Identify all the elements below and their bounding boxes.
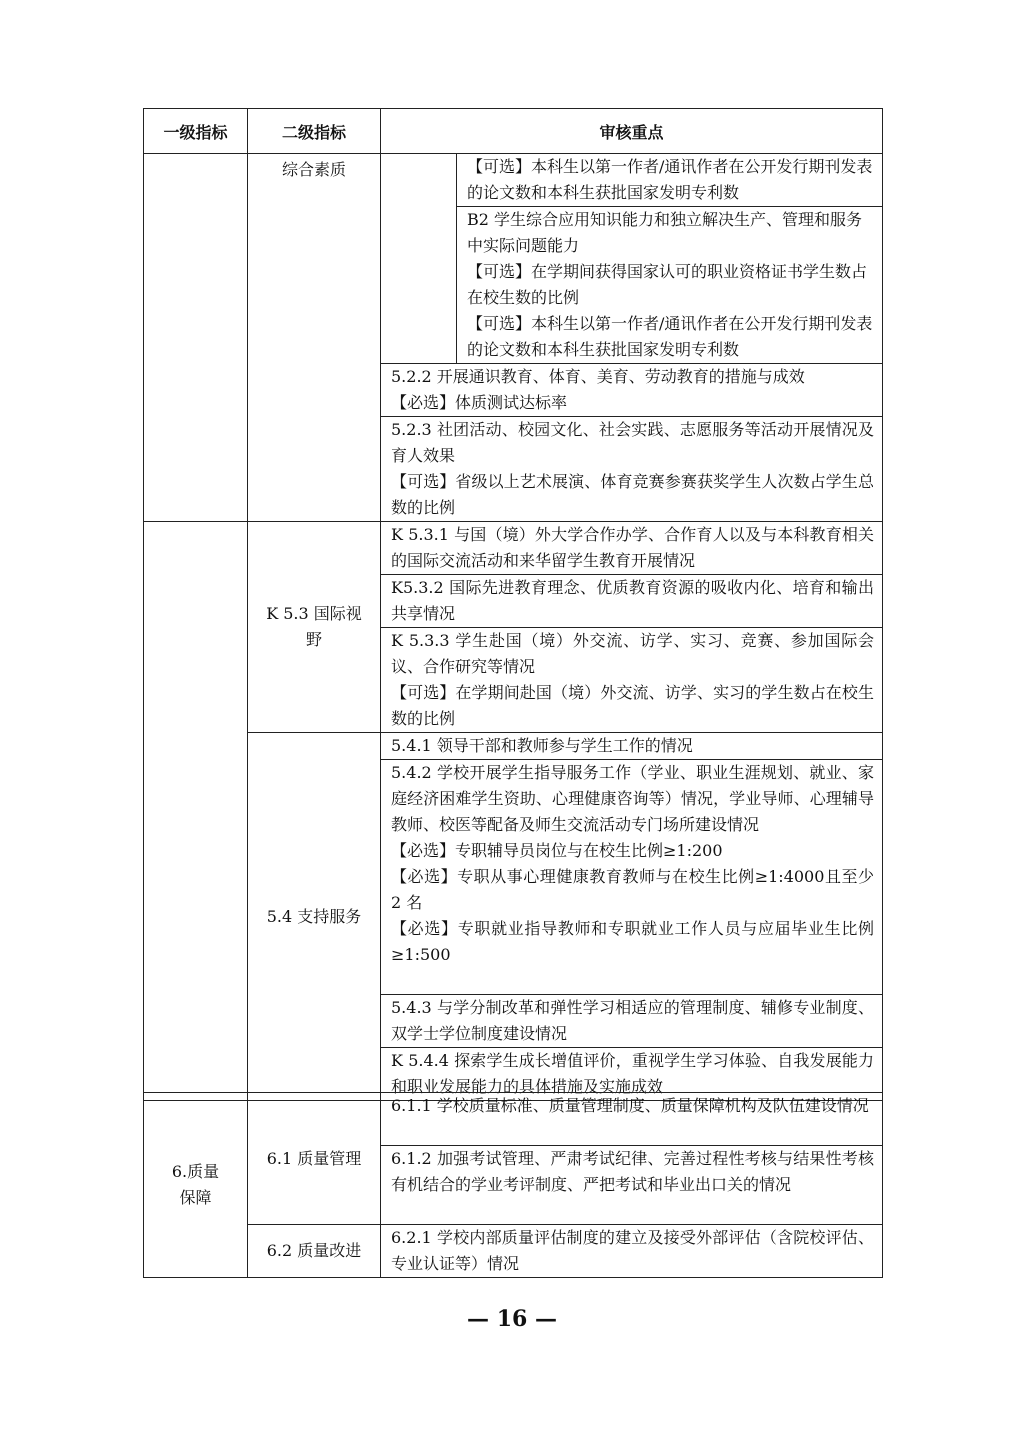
header-level1: 一级指标 xyxy=(144,109,248,154)
header-focus: 审核重点 xyxy=(381,109,883,154)
p612-cell: 6.1.2 加强考试管理、严肃考试纪律、完善过程性考核与结果性考核有机结合的学业考评制度、严把考试和毕业出口关的情况 xyxy=(381,1146,883,1225)
p621-cell: 6.2.1 学校内部质量评估制度的建立及接受外部评估（含院校评估、专业认证等）情况 xyxy=(381,1225,883,1278)
p522-cell: 5.2.2 开展通识教育、体育、美育、劳动教育的措施与成效 【必选】体质测试达标率 xyxy=(381,364,883,417)
p541-cell: 5.4.1 领导干部和教师参与学生工作的情况 xyxy=(381,733,883,760)
header-level2: 二级指标 xyxy=(248,109,381,154)
table-header-row xyxy=(144,109,883,154)
level2-cell-53: K 5.3 国际视野 xyxy=(248,522,381,733)
p531-cell: K 5.3.1 与国（境）外大学合作办学、合作育人以及与本科教育相关的国际交流活动和来华留学生教育开展情况 xyxy=(381,522,883,575)
level1-cell-6: 6.质量保障 xyxy=(144,1093,248,1278)
level2-cell-62: 6.2 质量改进 xyxy=(248,1225,381,1278)
p532-cell: K5.3.2 国际先进教育理念、优质教育资源的吸收内化、培育和输出共享情况 xyxy=(381,575,883,628)
page-number: — 16 — xyxy=(467,1306,557,1332)
level1-cell-empty-2 xyxy=(144,522,248,1101)
table-row xyxy=(144,154,883,207)
table-row xyxy=(144,1225,883,1278)
level2-cell-54: 5.4 支持服务 xyxy=(248,733,381,1101)
p523-cell: 5.2.3 社团活动、校园文化、社会实践、志愿服务等活动开展情况及育人效果 【可选】省级以上艺术展演、体育竞赛参赛获奖学生人次数占学生总数的比例 xyxy=(381,417,883,522)
level1-cell-empty xyxy=(144,154,248,522)
audit-table-section6 xyxy=(143,1092,883,1278)
p543-cell: 5.4.3 与学分制改革和弹性学习相适应的管理制度、辅修专业制度、双学士学位制度建设情况 xyxy=(381,995,883,1048)
audit-table xyxy=(143,108,883,1101)
p542-cell: 5.4.2 学校开展学生指导服务工作（学业、职业生涯规划、就业、家庭经济困难学生资助、心理健康咨询等）情况，学业导师、心理辅导教师、校医等配备及师生交流活动专门场所建设情况 【必选】专职辅导员岗位与在校生比例≥1:200 【必选】专职从事心理健康教育教师与在校生比例≥1:4000且至少 2 名 【必选】专职就业指导教师和专职就业工作人员与应届毕业生比例≥1:500 xyxy=(381,760,883,995)
b1-tail-cell: 【可选】本科生以第一作者/通讯作者在公开发行期刊发表的论文数和本科生获批国家发明专利数 xyxy=(457,154,883,207)
p611-cell: 6.1.1 学校质量标准、质量管理制度、质量保障机构及队伍建设情况 xyxy=(381,1093,883,1146)
level2-cell-52: 综合素质 xyxy=(248,154,381,522)
b2-cell: B2 学生综合应用知识能力和独立解决生产、管理和服务中实际问题能力 【可选】在学期间获得国家认可的职业资格证书学生数占在校生数的比例 【可选】本科生以第一作者/通讯作者在公开发行期刊发表的论文数和本科生获批国家发明专利数 xyxy=(457,207,883,364)
table-row xyxy=(144,522,883,575)
table-row xyxy=(144,1093,883,1146)
table-row xyxy=(144,733,883,760)
p533-cell: K 5.3.3 学生赴国（境）外交流、访学、实习、竞赛、参加国际会议、合作研究等情况 【可选】在学期间赴国（境）外交流、访学、实习的学生数占在校生数的比例 xyxy=(381,628,883,733)
level2-cell-61: 6.1 质量管理 xyxy=(248,1093,381,1225)
sub-indent-cell xyxy=(381,154,457,364)
p544-cell: K 5.4.4 探索学生成长增值评价，重视学生学习体验、自我发展能力和职业发展能力的具体措施及实施成效 xyxy=(381,1048,883,1101)
